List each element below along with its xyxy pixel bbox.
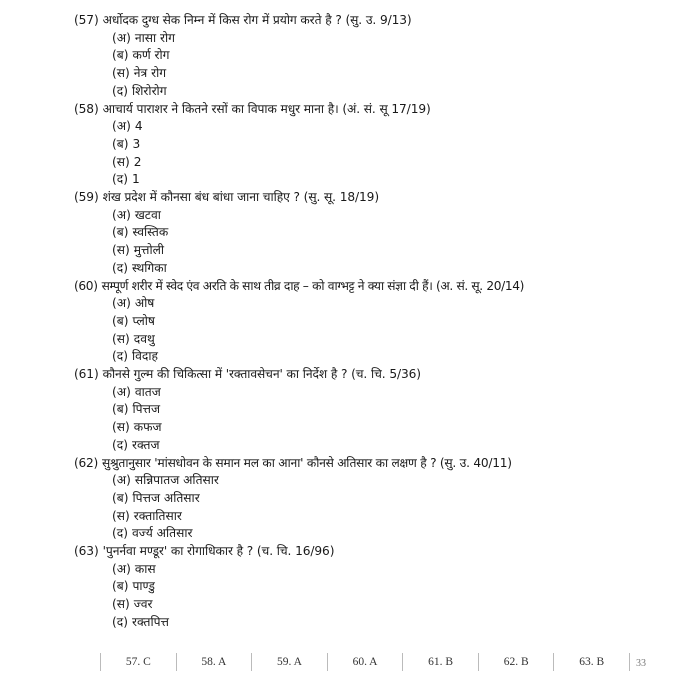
question-text	[74, 455, 674, 473]
question-text	[74, 366, 674, 384]
option-label: (ब)	[112, 225, 129, 240]
option-label: (अ)	[112, 561, 131, 576]
option-a	[74, 384, 674, 402]
answer-61: 61. B	[402, 653, 478, 671]
option-label: (ब)	[112, 136, 129, 151]
option-text: रक्तज	[131, 437, 160, 452]
option-text: 3	[132, 136, 141, 151]
question-number: (57)	[74, 13, 99, 27]
answer-key	[100, 652, 630, 672]
question-stem: 'पुनर्नवा मण्डूर' का रोगाधिकार है ? (च. चि. 16/96)	[102, 544, 335, 558]
option-label: (ब)	[112, 579, 129, 594]
option-text: कास	[134, 561, 156, 576]
question-number: (58)	[74, 101, 99, 116]
option-text: नासा रोग	[134, 30, 176, 45]
option-text: नेत्र रोग	[133, 66, 167, 81]
question-stem: आचार्य पाराशर ने कितने रसों का विपाक मधुर माना है। (अं. सं. सू 17/19)	[102, 101, 431, 116]
question-text	[74, 278, 674, 296]
option-label: (स)	[112, 243, 130, 258]
option-text: स्वस्तिक	[132, 225, 169, 240]
option-text: शिरोरोग	[131, 83, 167, 98]
question-stem: कौनसे गुल्म की चिकित्सा में 'रक्तावसेचन' का निर्देश है ? (च. चि. 5/36)	[102, 367, 421, 381]
option-c	[74, 419, 674, 437]
option-label: (अ)	[112, 30, 131, 45]
option-label: (ब)	[112, 402, 129, 417]
option-label: (ब)	[112, 490, 129, 505]
option-text: खटवा	[134, 207, 161, 222]
question-59	[74, 189, 674, 277]
option-text: कफज	[133, 420, 162, 435]
question-number: (62)	[74, 455, 99, 470]
option-text: विदाह	[131, 349, 159, 364]
option-label: (द)	[112, 83, 128, 98]
option-a	[74, 118, 674, 136]
option-b	[74, 490, 674, 508]
option-text: वर्ज्य अतिसार	[131, 526, 193, 541]
answer-62: 62. B	[478, 653, 554, 671]
option-d	[74, 437, 674, 455]
option-b	[74, 47, 674, 65]
option-c	[74, 331, 674, 349]
option-d	[74, 525, 674, 543]
option-label: (स)	[112, 597, 130, 612]
option-label: (ब)	[112, 48, 129, 63]
option-c	[74, 508, 674, 526]
option-label: (अ)	[112, 384, 131, 399]
option-b	[74, 224, 674, 242]
option-text: पित्तज अतिसार	[132, 490, 200, 505]
option-label: (द)	[112, 526, 128, 541]
option-text: दवथु	[133, 331, 155, 346]
option-label: (ब)	[112, 313, 129, 328]
question-text	[74, 543, 674, 561]
option-d	[74, 83, 674, 101]
option-a	[74, 207, 674, 225]
option-text: रक्तातिसार	[133, 508, 182, 523]
option-a	[74, 472, 674, 490]
option-text: पित्तज	[132, 402, 161, 417]
option-label: (स)	[112, 66, 130, 81]
question-stem: अर्धोदक दुग्ध सेक निम्न में किस रोग में प्रयोग करते है ? (सु. उ. 9/13)	[102, 13, 412, 27]
option-b	[74, 578, 674, 596]
option-label: (स)	[112, 508, 130, 523]
option-text: ज्वर	[133, 597, 153, 612]
answer-60: 60. A	[327, 653, 403, 671]
option-c	[74, 65, 674, 83]
question-stem: सुश्रुतानुसार 'मांसधोवन के समान मल का आना' कौनसे अतिसार का लक्षण है ? (सु. उ. 40/11)	[102, 455, 512, 470]
question-stem: शंख प्रदेश में कौनसा बंध बांधा जाना चाहिए ? (सु. सू. 18/19)	[102, 190, 379, 204]
option-b	[74, 401, 674, 419]
option-label: (द)	[112, 437, 128, 452]
answer-57: 57. C	[100, 653, 176, 671]
question-number: (59)	[74, 190, 99, 204]
option-text: रक्तपित्त	[131, 614, 169, 629]
question-stem: सम्पूर्ण शरीर में स्वेद एंव अरति के साथ तीव्र दाह – को वाग्भट्ट ने क्या संज्ञा दी हैं। (अ. सं. सू. 20/14)	[101, 278, 525, 293]
option-b	[74, 313, 674, 331]
option-text: 4	[134, 119, 143, 134]
option-c	[74, 154, 674, 172]
option-text: 2	[133, 154, 142, 169]
option-label: (अ)	[112, 473, 131, 488]
question-text	[74, 12, 674, 30]
option-c	[74, 242, 674, 260]
option-text: प्लोष	[132, 313, 155, 328]
question-60	[74, 278, 674, 366]
option-text: वातज	[134, 384, 161, 399]
answer-59: 59. A	[251, 653, 327, 671]
question-number: (63)	[74, 544, 99, 558]
option-text: सन्निपातज अतिसार	[134, 473, 219, 488]
option-label: (द)	[112, 172, 128, 187]
option-d	[74, 171, 674, 189]
option-c	[74, 596, 674, 614]
option-a	[74, 30, 674, 48]
option-text: मुत्तोली	[133, 243, 165, 258]
question-text	[74, 101, 674, 119]
question-62	[74, 455, 674, 543]
question-63	[74, 543, 674, 631]
option-b	[74, 136, 674, 154]
option-text: कर्ण रोग	[132, 48, 170, 63]
option-label: (स)	[112, 420, 130, 435]
option-text: पाण्डु	[132, 579, 155, 594]
option-a	[74, 295, 674, 313]
option-text: स्थगिका	[131, 260, 167, 275]
question-61	[74, 366, 674, 454]
option-d	[74, 348, 674, 366]
question-number: (61)	[74, 367, 99, 381]
option-label: (अ)	[112, 296, 131, 311]
page-number: 33	[636, 658, 646, 669]
option-label: (द)	[112, 614, 128, 629]
option-d	[74, 614, 674, 632]
question-text	[74, 189, 674, 207]
option-label: (द)	[112, 349, 128, 364]
option-label: (अ)	[112, 207, 131, 222]
option-text: 1	[131, 172, 140, 187]
option-label: (स)	[112, 331, 130, 346]
answer-58: 58. A	[176, 653, 252, 671]
question-number: (60)	[74, 278, 98, 293]
option-label: (द)	[112, 260, 128, 275]
option-text: ओष	[134, 296, 155, 311]
question-58	[74, 101, 674, 189]
option-d	[74, 260, 674, 278]
answer-63: 63. B	[553, 653, 630, 671]
option-label: (अ)	[112, 119, 131, 134]
option-label: (स)	[112, 154, 130, 169]
option-a	[74, 561, 674, 579]
question-57	[74, 12, 674, 100]
